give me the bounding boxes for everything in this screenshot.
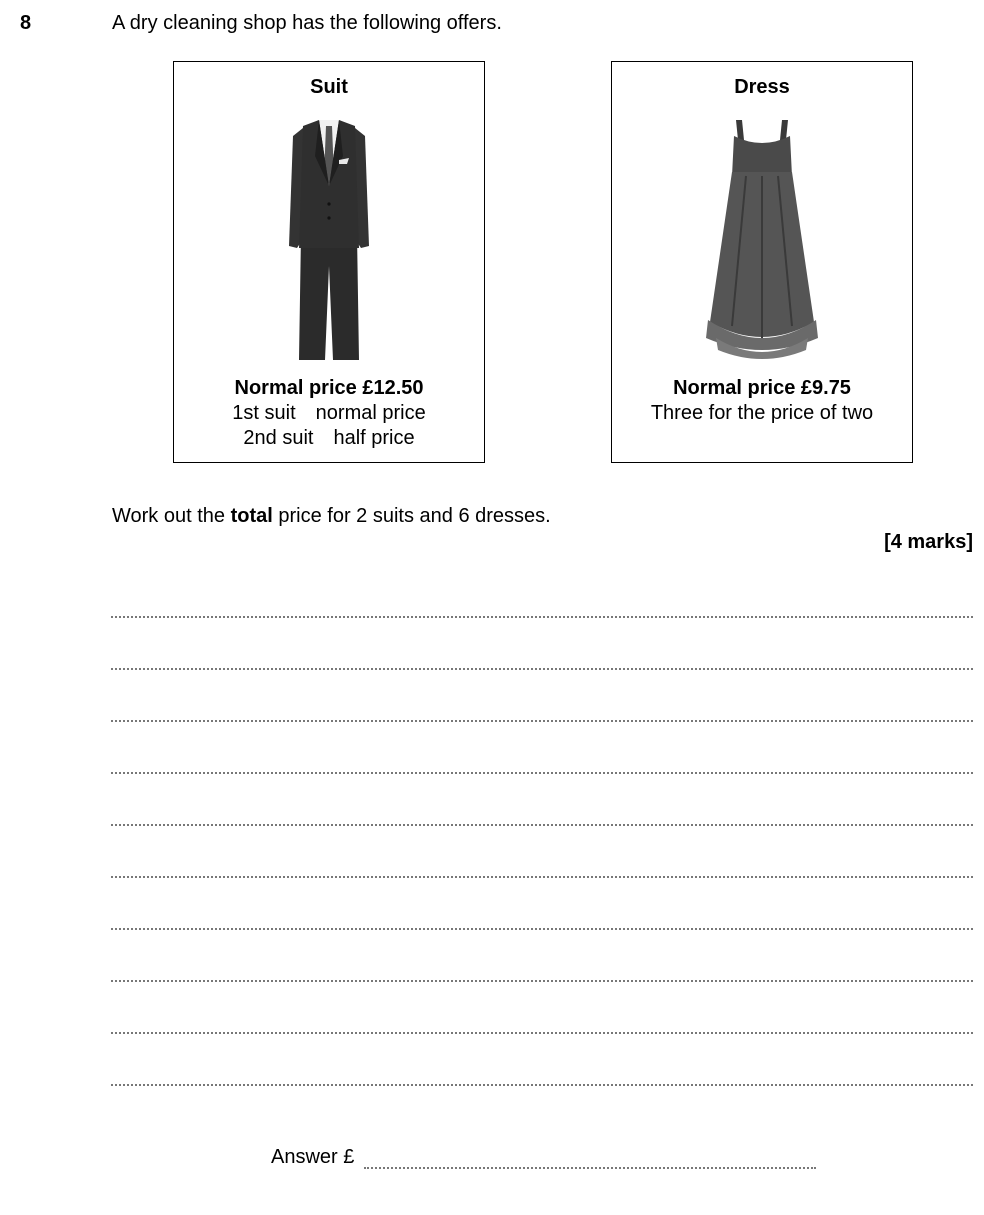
marks-label: [4 marks] <box>884 531 973 553</box>
suit-offer-card <box>173 61 485 463</box>
suit-offer-row-2 <box>174 426 484 451</box>
suit-normal-price: Normal price £12.50 <box>234 377 424 399</box>
question-task-end: price for 2 suits and 6 dresses. <box>272 505 551 527</box>
suit-icon <box>279 116 379 362</box>
dress-image <box>612 116 912 362</box>
question-intro: A dry cleaning shop has the following offers. <box>112 12 502 34</box>
suit-image <box>174 116 484 362</box>
dress-normal-price: Normal price £9.75 <box>673 377 851 399</box>
working-line[interactable] <box>111 980 973 1032</box>
working-area[interactable] <box>111 616 973 1136</box>
question-task-start: Work out the <box>112 505 231 527</box>
working-line[interactable] <box>111 824 973 876</box>
dress-icon <box>702 116 822 362</box>
working-line[interactable] <box>111 772 973 824</box>
dress-title: Dress <box>734 76 790 98</box>
working-line[interactable] <box>111 616 973 668</box>
answer-input-line[interactable] <box>364 1143 816 1169</box>
suit-title: Suit <box>310 76 348 98</box>
dress-offer: Three for the price of two <box>650 402 874 424</box>
answer-label: Answer £ <box>271 1146 355 1168</box>
suit-offer-row-1-deal: normal price <box>315 402 426 424</box>
suit-offer-row-1-item: 1st suit <box>232 402 296 424</box>
question-task <box>112 505 551 528</box>
working-line[interactable] <box>111 720 973 772</box>
working-line[interactable] <box>111 876 973 928</box>
suit-offer-row-1 <box>174 401 484 426</box>
answer-row <box>271 1143 816 1169</box>
question-number: 8 <box>20 12 32 34</box>
suit-offer-row-2-item: 2nd suit <box>243 427 314 449</box>
suit-offer-row-2-deal: half price <box>333 427 415 449</box>
working-line[interactable] <box>111 928 973 980</box>
working-line[interactable] <box>111 1084 973 1136</box>
question-task-bold: total <box>230 505 273 527</box>
working-line[interactable] <box>111 668 973 720</box>
working-line[interactable] <box>111 1032 973 1084</box>
dress-offer-card <box>611 61 913 463</box>
